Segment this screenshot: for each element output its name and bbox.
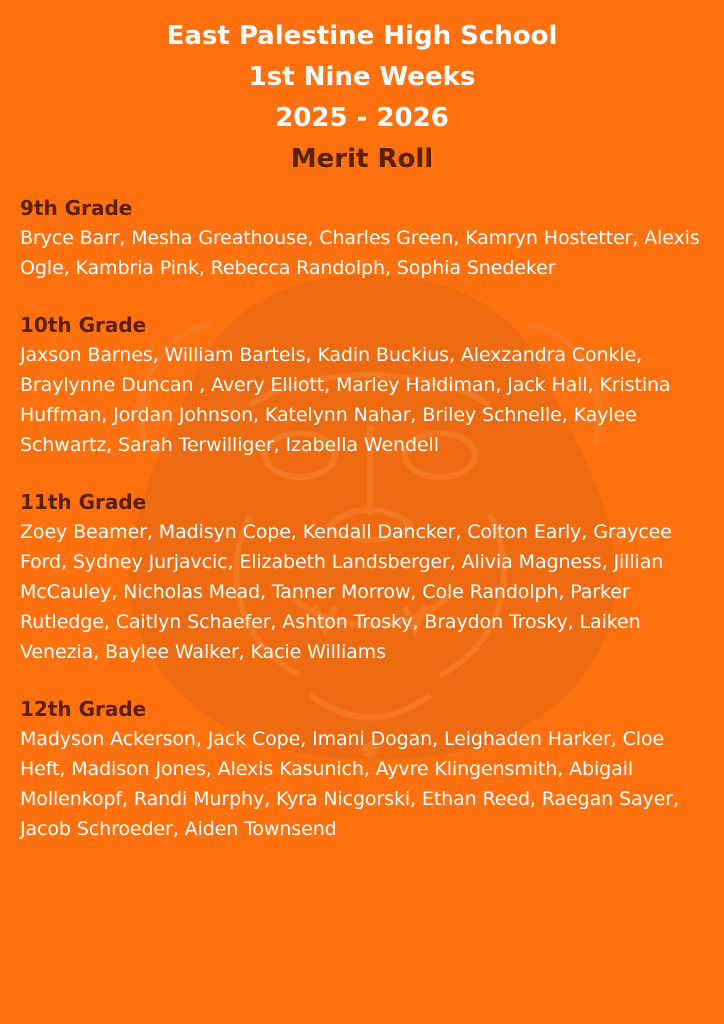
grade-heading: 10th Grade bbox=[20, 313, 147, 337]
roll-title: Merit Roll bbox=[290, 144, 434, 174]
grade-section-10 bbox=[20, 310, 704, 460]
grade-section-9 bbox=[20, 193, 704, 283]
school-year: 2025 - 2026 bbox=[275, 103, 449, 133]
document-header bbox=[20, 0, 704, 180]
grade-student-names: Madyson Ackerson, Jack Cope, Imani Dogan, Leighaden Harker, Cloe Heft, Madison Jones, Alexis Kasunich, Ayvre Klingensmith, Abigail Mollenkopf, Randi Murphy, Kyra Nicgorski, Ethan Reed, Raegan Sayer, Jacob Schroeder, Aiden Townsend bbox=[20, 728, 679, 840]
grade-student-names: Bryce Barr, Mesha Greathouse, Charles Green, Kamryn Hostetter, Alexis Ogle, Kambria Pink, Rebecca Randolph, Sophia Snedeker bbox=[20, 227, 700, 279]
grade-heading: 11th Grade bbox=[20, 490, 147, 514]
grade-section-11 bbox=[20, 487, 704, 667]
grade-student-names: Zoey Beamer, Madisyn Cope, Kendall Dancker, Colton Early, Graycee Ford, Sydney Jurjavcic, Elizabeth Landsberger, Alivia Magness, Jillian McCauley, Nicholas Mead, Tanner Morrow, Cole Randolph, Parker Rutledge, Caitlyn Schaefer, Ashton Trosky, Braydon Trosky, Laiken Venezia, Baylee Walker, Kacie Williams bbox=[20, 521, 672, 663]
grade-heading: 9th Grade bbox=[20, 196, 133, 220]
term-label: 1st Nine Weeks bbox=[248, 62, 476, 92]
grade-heading: 12th Grade bbox=[20, 697, 147, 721]
grade-section-12 bbox=[20, 694, 704, 844]
grade-student-names: Jaxson Barnes, William Bartels, Kadin Buckius, Alexzandra Conkle, Braylynne Duncan , Avery Elliott, Marley Haldiman, Jack Hall, Kristina Huffman, Jordan Johnson, Katelynn Nahar, Briley Schnelle, Kaylee Schwartz, Sarah Terwilliger, Izabella Wendell bbox=[20, 344, 671, 456]
school-name: East Palestine High School bbox=[166, 21, 558, 51]
